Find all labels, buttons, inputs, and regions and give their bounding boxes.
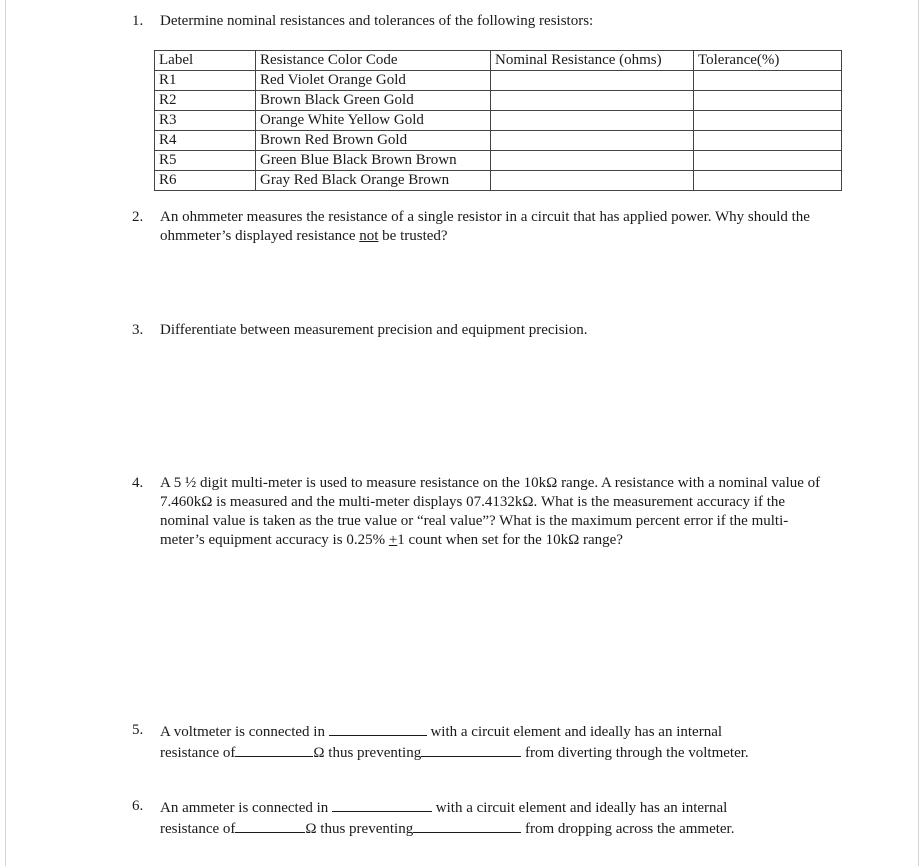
fill-blank-connection[interactable] xyxy=(329,721,427,736)
underlined-word: not xyxy=(359,228,379,244)
resistor-table xyxy=(154,50,842,191)
table-row xyxy=(155,151,842,171)
question-number: 4. xyxy=(132,475,144,491)
row-nominal-cell[interactable] xyxy=(491,171,694,191)
row-color-code: Red Violet Orange Gold xyxy=(256,71,491,91)
question-4 xyxy=(132,474,822,550)
question-text-part: be trusted? xyxy=(378,228,448,244)
header-tolerance: Tolerance(%) xyxy=(694,51,842,71)
fill-blank-resistance[interactable] xyxy=(235,818,305,833)
plus-minus-sign: + xyxy=(388,532,398,548)
row-label: R2 xyxy=(155,91,256,111)
page-right-edge xyxy=(918,0,919,866)
row-tolerance-cell[interactable] xyxy=(694,71,842,91)
fill-blank-connection[interactable] xyxy=(332,797,432,812)
row-color-code: Brown Red Brown Gold xyxy=(256,131,491,151)
row-color-code: Orange White Yellow Gold xyxy=(256,111,491,131)
question-text-part: Ω thus preventing xyxy=(305,821,414,837)
question-text: Determine nominal resistances and tolerances of the following resistors: xyxy=(160,13,594,29)
question-text-part: Ω thus preventing xyxy=(313,745,422,761)
header-color-code: Resistance Color Code xyxy=(256,51,491,71)
row-tolerance-cell[interactable] xyxy=(694,131,842,151)
question-text xyxy=(160,208,822,246)
table-row xyxy=(155,91,842,111)
question-text-part: A voltmeter is connected in xyxy=(160,724,325,740)
question-text-part: from dropping across the ammeter. xyxy=(524,821,735,837)
fill-blank-preventing[interactable] xyxy=(421,742,521,757)
row-nominal-cell[interactable] xyxy=(491,111,694,131)
row-label: R3 xyxy=(155,111,256,131)
question-text-part: resistance of xyxy=(160,745,236,761)
row-label: R1 xyxy=(155,71,256,91)
table-row xyxy=(155,111,842,131)
question-text-part: from diverting through the voltmeter. xyxy=(524,745,749,761)
question-1 xyxy=(132,12,822,31)
question-text-part: An ammeter is connected in xyxy=(160,800,329,816)
header-label: Label xyxy=(155,51,256,71)
row-nominal-cell[interactable] xyxy=(491,151,694,171)
question-text: Differentiate between measurement precision and equipment precision. xyxy=(160,322,588,338)
question-number: 5. xyxy=(132,722,144,738)
question-number: 1. xyxy=(132,13,144,29)
row-nominal-cell[interactable] xyxy=(491,91,694,111)
question-number: 2. xyxy=(132,209,144,225)
row-label: R5 xyxy=(155,151,256,171)
question-text-part: 1 count when set for the 10kΩ range? xyxy=(397,532,623,548)
table-row xyxy=(155,71,842,91)
question-6 xyxy=(132,797,822,839)
question-text-part: resistance of xyxy=(160,821,236,837)
row-label: R4 xyxy=(155,131,256,151)
header-nominal: Nominal Resistance (ohms) xyxy=(491,51,694,71)
question-text-part: An ohmmeter measures the resistance of a single resistor in a circuit that has applied power. Why should the ohmmeter’s displayed resistance xyxy=(160,209,810,244)
question-2 xyxy=(132,208,822,246)
table-row xyxy=(155,131,842,151)
question-text-part: A 5 ½ digit multi-meter is used to measure resistance on the 10kΩ range. A resistance with a nominal value of 7.460kΩ is measured and the multi-meter displays 07.4132kΩ. What is the measurement accuracy if the nominal value is taken as the true value or “real value”? What is the maximum percent error if the multi-meter’s equipment accuracy is 0.25% xyxy=(160,475,821,548)
question-text xyxy=(160,721,822,763)
row-color-code: Gray Red Black Orange Brown xyxy=(256,171,491,191)
row-color-code: Green Blue Black Brown Brown xyxy=(256,151,491,171)
table-row xyxy=(155,171,842,191)
question-text xyxy=(160,474,822,550)
question-3 xyxy=(132,321,822,340)
row-tolerance-cell[interactable] xyxy=(694,171,842,191)
question-text-part: with a circuit element and ideally has an internal xyxy=(430,724,723,740)
row-nominal-cell[interactable] xyxy=(491,131,694,151)
question-text xyxy=(160,797,822,839)
page-left-edge xyxy=(5,0,6,866)
fill-blank-preventing[interactable] xyxy=(413,818,521,833)
row-tolerance-cell[interactable] xyxy=(694,151,842,171)
row-tolerance-cell[interactable] xyxy=(694,111,842,131)
row-tolerance-cell[interactable] xyxy=(694,91,842,111)
question-number: 6. xyxy=(132,798,144,814)
question-text-part: with a circuit element and ideally has an internal xyxy=(435,800,728,816)
row-label: R6 xyxy=(155,171,256,191)
question-number: 3. xyxy=(132,322,144,338)
fill-blank-resistance[interactable] xyxy=(235,742,313,757)
question-5 xyxy=(132,721,822,763)
row-color-code: Brown Black Green Gold xyxy=(256,91,491,111)
row-nominal-cell[interactable] xyxy=(491,71,694,91)
table-header-row xyxy=(155,51,842,71)
